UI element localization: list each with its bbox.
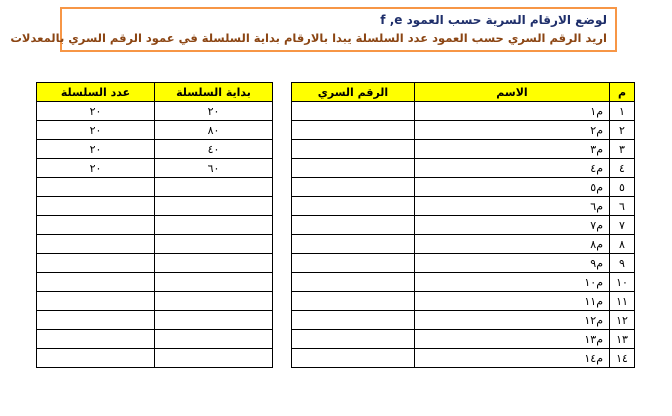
header-series-start[interactable]: بداية السلسلة — [155, 83, 273, 102]
cell-series-count[interactable] — [37, 311, 155, 330]
names-header-row — [292, 83, 635, 102]
table-row — [292, 159, 635, 178]
cell-num[interactable]: ٢ — [610, 121, 635, 140]
cell-name[interactable]: م٩ — [415, 254, 610, 273]
table-row — [37, 102, 273, 121]
table-row — [292, 102, 635, 121]
cell-secret-code[interactable] — [292, 311, 415, 330]
table-row — [37, 140, 273, 159]
table-row — [292, 254, 635, 273]
cell-series-start[interactable]: ٦٠ — [155, 159, 273, 178]
table-row — [292, 216, 635, 235]
cell-name[interactable]: م٣ — [415, 140, 610, 159]
cell-name[interactable]: م١٠ — [415, 273, 610, 292]
cell-name[interactable]: م٦ — [415, 197, 610, 216]
note-line-1: لوضع الارقام السرية حسب العمود f ,e — [380, 13, 607, 27]
cell-series-count[interactable]: ٢٠ — [37, 140, 155, 159]
cell-name[interactable]: م٥ — [415, 178, 610, 197]
cell-secret-code[interactable] — [292, 102, 415, 121]
header-name[interactable]: الاسم — [415, 83, 610, 102]
cell-series-count[interactable] — [37, 235, 155, 254]
cell-num[interactable]: ٩ — [610, 254, 635, 273]
names-table — [291, 82, 635, 368]
cell-series-count[interactable]: ٢٠ — [37, 159, 155, 178]
cell-series-start[interactable] — [155, 178, 273, 197]
cell-secret-code[interactable] — [292, 273, 415, 292]
instruction-note — [10, 7, 617, 52]
cell-series-count[interactable] — [37, 178, 155, 197]
cell-secret-code[interactable] — [292, 159, 415, 178]
cell-series-count[interactable] — [37, 273, 155, 292]
cell-num[interactable]: ٤ — [610, 159, 635, 178]
table-row — [37, 121, 273, 140]
cell-name[interactable]: م٨ — [415, 235, 610, 254]
cell-series-start[interactable] — [155, 330, 273, 349]
cell-series-start[interactable] — [155, 311, 273, 330]
cell-secret-code[interactable] — [292, 216, 415, 235]
table-row — [292, 178, 635, 197]
cell-secret-code[interactable] — [292, 292, 415, 311]
table-row — [292, 273, 635, 292]
cell-series-count[interactable] — [37, 292, 155, 311]
cell-series-count[interactable]: ٢٠ — [37, 121, 155, 140]
table-row — [292, 235, 635, 254]
cell-num[interactable]: ٧ — [610, 216, 635, 235]
cell-secret-code[interactable] — [292, 254, 415, 273]
cell-secret-code[interactable] — [292, 349, 415, 368]
cell-name[interactable]: م١ — [415, 102, 610, 121]
cell-series-start[interactable]: ٢٠ — [155, 102, 273, 121]
table-row — [292, 140, 635, 159]
cell-name[interactable]: م٢ — [415, 121, 610, 140]
table-row — [37, 178, 273, 197]
header-series-count[interactable]: عدد السلسلة — [37, 83, 155, 102]
cell-num[interactable]: ٦ — [610, 197, 635, 216]
cell-name[interactable]: م٤ — [415, 159, 610, 178]
header-num[interactable]: م — [610, 83, 635, 102]
cell-series-count[interactable] — [37, 216, 155, 235]
cell-series-start[interactable] — [155, 235, 273, 254]
cell-num[interactable]: ٥ — [610, 178, 635, 197]
table-row — [292, 121, 635, 140]
cell-series-count[interactable] — [37, 197, 155, 216]
cell-secret-code[interactable] — [292, 178, 415, 197]
cell-name[interactable]: م١٢ — [415, 311, 610, 330]
cell-num[interactable]: ١ — [610, 102, 635, 121]
cell-num[interactable]: ٣ — [610, 140, 635, 159]
cell-series-count[interactable] — [37, 349, 155, 368]
cell-series-start[interactable] — [155, 349, 273, 368]
cell-series-start[interactable] — [155, 197, 273, 216]
cell-num[interactable]: ٨ — [610, 235, 635, 254]
table-row — [37, 216, 273, 235]
cell-series-count[interactable] — [37, 254, 155, 273]
series-header-row — [37, 83, 273, 102]
table-row — [292, 330, 635, 349]
table-row — [37, 330, 273, 349]
cell-series-count[interactable]: ٢٠ — [37, 102, 155, 121]
cell-series-count[interactable] — [37, 330, 155, 349]
table-row — [292, 292, 635, 311]
cell-secret-code[interactable] — [292, 197, 415, 216]
cell-series-start[interactable]: ٤٠ — [155, 140, 273, 159]
cell-series-start[interactable] — [155, 292, 273, 311]
cell-name[interactable]: م٧ — [415, 216, 610, 235]
cell-secret-code[interactable] — [292, 330, 415, 349]
table-row — [292, 197, 635, 216]
cell-series-start[interactable] — [155, 254, 273, 273]
cell-secret-code[interactable] — [292, 140, 415, 159]
table-row — [37, 254, 273, 273]
table-row — [37, 292, 273, 311]
cell-series-start[interactable]: ٨٠ — [155, 121, 273, 140]
cell-name[interactable]: م١٤ — [415, 349, 610, 368]
cell-num[interactable]: ١١ — [610, 292, 635, 311]
header-secret-code[interactable]: الرقم السري — [292, 83, 415, 102]
table-row — [37, 235, 273, 254]
cell-secret-code[interactable] — [292, 121, 415, 140]
table-row — [292, 349, 635, 368]
series-table — [36, 82, 273, 368]
table-row — [37, 273, 273, 292]
cell-num[interactable]: ١٠ — [610, 273, 635, 292]
table-row — [37, 159, 273, 178]
cell-name[interactable]: م١١ — [415, 292, 610, 311]
table-row — [37, 349, 273, 368]
table-row — [37, 311, 273, 330]
cell-name[interactable]: م١٣ — [415, 330, 610, 349]
cell-num[interactable]: ١٤ — [610, 349, 635, 368]
cell-num[interactable]: ١٣ — [610, 330, 635, 349]
cell-series-start[interactable] — [155, 216, 273, 235]
cell-series-start[interactable] — [155, 273, 273, 292]
table-row — [292, 311, 635, 330]
cell-num[interactable]: ١٢ — [610, 311, 635, 330]
note-line-2: اريد الرقم السري حسب العمود عدد السلسلة يبدا بالارقام بداية السلسلة في عمود الرقم السري بالمعدلات — [10, 31, 607, 45]
cell-secret-code[interactable] — [292, 235, 415, 254]
table-row — [37, 197, 273, 216]
